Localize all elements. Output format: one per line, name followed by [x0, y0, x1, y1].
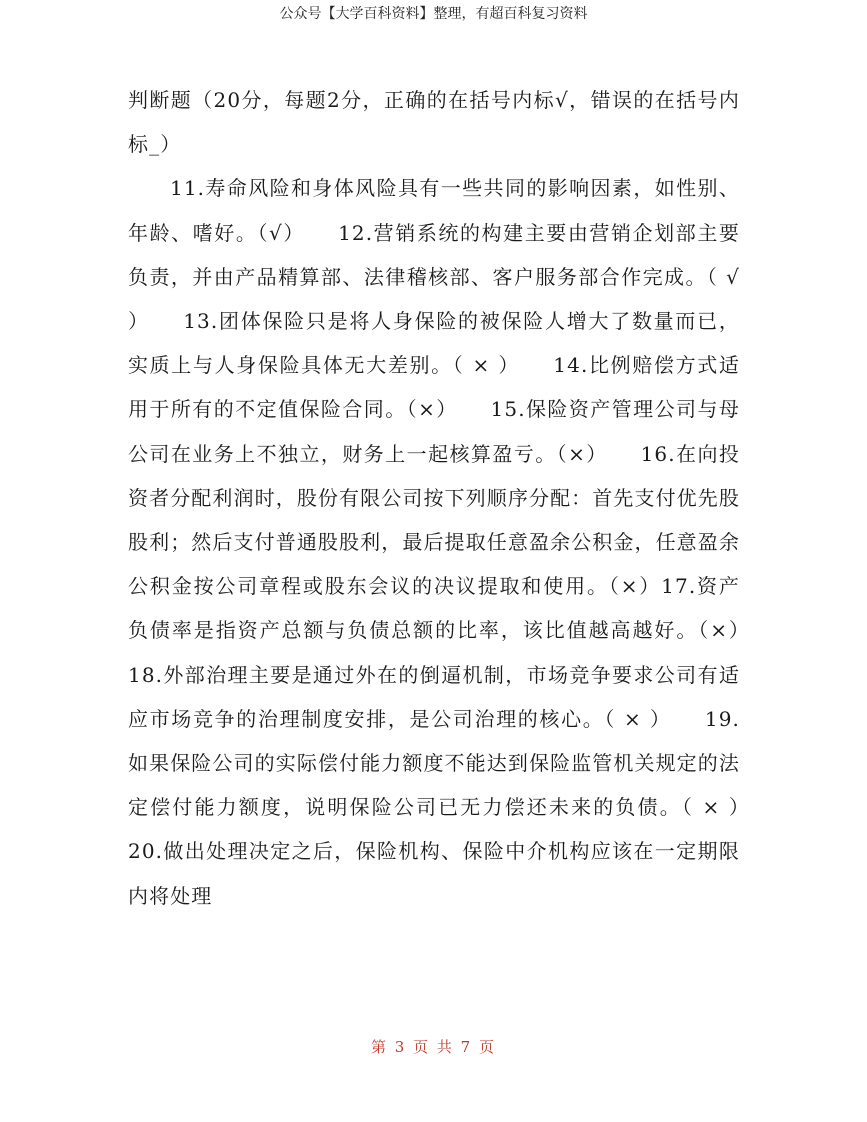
document-body [128, 78, 783, 918]
page-indicator: 第 3 页 共 7 页 [371, 1038, 496, 1056]
page-header: 公众号【大学百科资料】整理，有超百科复习资料 [279, 6, 588, 22]
question-list: 11.寿命风险和身体风险具有一些共同的影响因素，如性别、年龄、嗜好。（√） 12.营销系统的构建主要由营销企划部主要负责，并由产品精算部、法律稽核部、客户服务部合作完成。（ √ ） 13.团体保险只是将人身保险的被保险人增大了数量而已，实质上与人身保险具体无大差别。（ × ） 14.比例赔偿方式适用于所有的不定值保险合同。（×） 15.保险资产管理公司与母公司在业务上不独立，财务上一起核算盈亏。（×） 16.在向投资者分配利润时，股份有限公司按下列顺序分配：首先支付优先股股利；然后支付普通股股利，最后提取任意盈余公积金，任意盈余公积金按公司章程或股东会议的决议提取和使用。（×）17.资产负债率是指资产总额与负债总额的比率，该比值越高越好。（×） 18.外部治理主要是通过外在的倒逼机制，市场竞争要求公司有适应市场竞争的治理制度安排，是公司治理的核心。（ × ） 19.如果保险公司的实际偿付能力额度不能达到保险监管机关规定的法定偿付能力额度，说明保险公司已无力偿还未来的负债。（ × ） 20.做出处理决定之后，保险机构、保险中介机构应该在一定期限内将处理 [128, 176, 783, 908]
section-title: 判断题（20分，每题2分，正确的在括号内标√，错误的在括号内标_） [128, 88, 740, 157]
